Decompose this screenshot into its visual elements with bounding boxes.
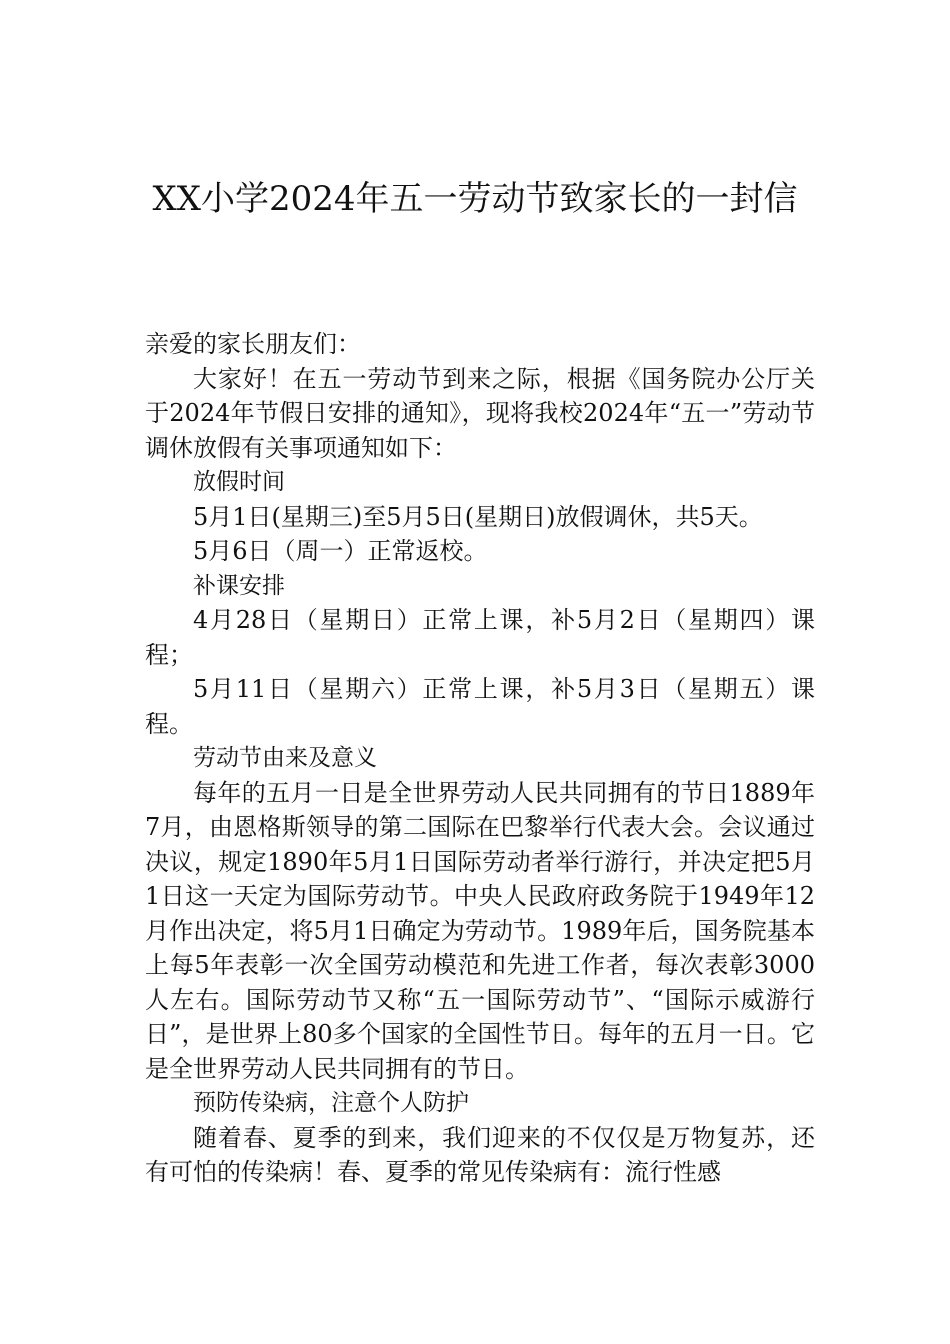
section-heading-makeup-classes: 补课安排	[193, 572, 285, 599]
salutation: 亲爱的家长朋友们：	[145, 330, 361, 358]
section-heading-holiday-time: 放假时间	[193, 469, 285, 495]
paragraph-return-date: 5月6日（周一）正常返校。	[193, 537, 488, 565]
document-title: XX小学2024年五一劳动节致家长的一封信	[152, 179, 798, 219]
paragraph-makeup-2: 5月11日（星期六）正常上课，补5月3日（星期五）课程。	[145, 675, 815, 738]
paragraph-makeup-1: 4月28日（星期日）正常上课，补5月2日（星期四）课程；	[145, 606, 815, 669]
paragraph-holiday-dates: 5月1日(星期三)至5月5日(星期日)放假调休，共5天。	[193, 502, 763, 531]
section-heading-origin: 劳动节由来及意义	[193, 745, 377, 771]
document-body	[145, 327, 815, 1190]
section-heading-prevention: 预防传染病，注意个人防护	[193, 1090, 469, 1116]
paragraph-intro: 大家好！在五一劳动节到来之际，根据《国务院办公厅关于2024年节假日安排的通知》，现将我校2024年“五一”劳动节调休放假有关事项通知如下：	[145, 364, 815, 462]
paragraph-origin: 每年的五月一日是全世界劳动人民共同拥有的节日1889年7月，由恩格斯领导的第二国际在巴黎举行代表大会。会议通过决议，规定1890年5月1日国际劳动者举行游行，并决定把5月1日这一天定为国际劳动节。中央人民政府政务院于1949年12月作出决定，将5月1日确定为劳动节。1989年后，国务院基本上每5年表彰一次全国劳动模范和先进工作者，每次表彰3000人左右。国际劳动节又称“五一国际劳动节”、“国际示威游行日”，是世界上80多个国家的全国性节日。每年的五月一日。它是全世界劳动人民共同拥有的节日。	[145, 778, 815, 1083]
paragraph-prevention: 随着春、夏季的到来，我们迎来的不仅仅是万物复苏，还有可怕的传染病！春、夏季的常见传染病有：流行性感	[145, 1123, 815, 1186]
